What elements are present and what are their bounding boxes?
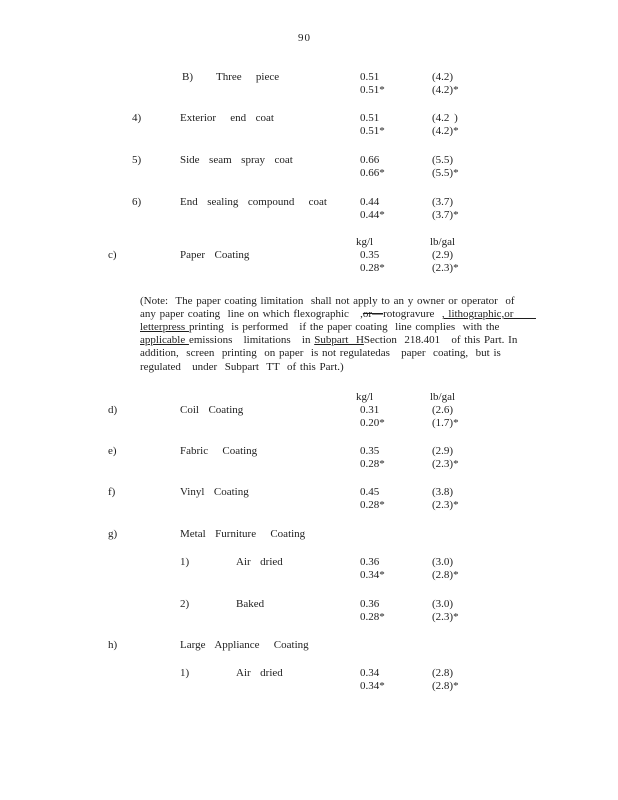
units-header-kg-l: kg/l — [356, 391, 374, 403]
value-kg-l: 0.45 — [360, 486, 380, 498]
value-lb-gal-starred: (2.3)* — [432, 611, 459, 623]
note-text: Section 218.401 of this Part. In — [363, 334, 518, 347]
value-lb-gal: (5.5) — [432, 154, 454, 166]
value-lb-gal: (3.0) — [432, 556, 454, 568]
value-kg-l: 0.66 — [360, 154, 380, 166]
value-kg-l-starred: 0.34* — [360, 680, 385, 692]
value-kg-l: 0.35 — [360, 249, 380, 261]
value-kg-l-starred: 0.51* — [360, 125, 385, 137]
item-text: Coil Coating — [180, 404, 244, 416]
table-row — [0, 196, 618, 223]
note-text: (Note: The paper coating limitation shall not apply to an y owner or operator of — [140, 295, 515, 307]
table-row — [0, 639, 618, 666]
units-header-lb-gal: lb/gal — [430, 236, 456, 248]
value-kg-l: 0.44 — [360, 196, 380, 208]
value-lb-gal-starred: (3.7)* — [432, 209, 459, 221]
table-row — [0, 556, 618, 583]
item-label: 2) — [180, 598, 190, 610]
note-text: printing is performed if the paper coating line complies with the — [188, 321, 500, 334]
note-text: addition, screen printing on paper is not regulatedas paper coating, but is — [140, 347, 501, 360]
item-text: Fabric Coating — [180, 445, 258, 457]
note-text: rotogravure — [383, 308, 442, 321]
note-struck-text: or— — [362, 308, 384, 321]
value-lb-gal-starred: (1.7)* — [432, 417, 459, 429]
item-label: 1) — [180, 556, 190, 568]
value-kg-l-starred: 0.20* — [360, 417, 385, 429]
value-lb-gal-starred: (2.3)* — [432, 499, 459, 511]
note-text: emissions limitations in — [188, 334, 315, 347]
note-underlined-text: Subpart H — [314, 334, 364, 347]
item-label: 6) — [132, 196, 142, 208]
value-kg-l: 0.36 — [360, 556, 380, 568]
item-label: 1) — [180, 667, 190, 679]
value-lb-gal-starred: (2.8)* — [432, 680, 459, 692]
note-line — [140, 321, 499, 333]
value-lb-gal: (2.8) — [432, 667, 454, 679]
table-row — [0, 154, 618, 181]
value-lb-gal-starred: (4.2)* — [432, 84, 459, 96]
value-kg-l-starred: 0.28* — [360, 499, 385, 511]
table-row — [0, 667, 618, 694]
value-lb-gal: (3.7) — [432, 196, 454, 208]
note-line — [140, 347, 501, 359]
item-label: h) — [108, 639, 118, 651]
item-text: Three piece — [216, 71, 280, 83]
item-label: d) — [108, 404, 118, 416]
table-row — [0, 445, 618, 472]
table-row — [0, 71, 618, 98]
table-row — [0, 249, 618, 276]
value-lb-gal-starred: (2.8)* — [432, 569, 459, 581]
value-kg-l-starred: 0.66* — [360, 167, 385, 179]
item-label: B) — [182, 71, 193, 83]
value-lb-gal-starred: (2.3)* — [432, 262, 459, 274]
note-underlined-text: applicable — [140, 334, 189, 347]
item-text: Air dried — [236, 556, 283, 568]
item-label: f) — [108, 486, 116, 498]
item-text: Side seam spray coat — [180, 154, 293, 166]
value-lb-gal-starred: (4.2)* — [432, 125, 459, 137]
value-lb-gal: (3.0) — [432, 598, 454, 610]
item-text: Exterior end coat — [180, 112, 274, 124]
value-lb-gal: (2.9) — [432, 249, 454, 261]
item-label: 4) — [132, 112, 142, 124]
table-row — [0, 486, 618, 513]
note-line — [140, 361, 344, 373]
item-text: Paper Coating — [180, 249, 250, 261]
units-header-lb-gal: lb/gal — [430, 391, 456, 403]
item-label: c) — [108, 249, 117, 261]
value-lb-gal-starred: (5.5)* — [432, 167, 459, 179]
page-number: 90 — [298, 32, 311, 44]
value-kg-l-starred: 0.44* — [360, 209, 385, 221]
value-kg-l-starred: 0.34* — [360, 569, 385, 581]
value-kg-l: 0.34 — [360, 667, 380, 679]
item-label: e) — [108, 445, 117, 457]
value-kg-l-starred: 0.28* — [360, 262, 385, 274]
item-text: Metal Furniture Coating — [180, 528, 306, 540]
item-label: 5) — [132, 154, 142, 166]
item-label: g) — [108, 528, 118, 540]
units-header-kg-l: kg/l — [356, 236, 374, 248]
table-row — [0, 404, 618, 431]
value-kg-l: 0.36 — [360, 598, 380, 610]
value-lb-gal: (2.9) — [432, 445, 454, 457]
table-row — [0, 112, 618, 139]
value-lb-gal: (4.2) — [432, 71, 454, 83]
item-text: End sealing compound coat — [180, 196, 327, 208]
note-underlined-text: letterpress — [140, 321, 189, 334]
note-line — [140, 308, 536, 320]
value-kg-l-starred: 0.51* — [360, 84, 385, 96]
value-kg-l: 0.31 — [360, 404, 380, 416]
value-lb-gal: (4.2 ) — [432, 112, 458, 124]
item-text: Baked — [236, 598, 265, 610]
item-text: Large Appliance Coating — [180, 639, 309, 651]
item-text: Vinyl Coating — [180, 486, 249, 498]
table-row — [0, 528, 618, 555]
note-underlined-text: , lithographic,or — [441, 308, 536, 321]
note-text: regulated under Subpart TT of this Part.) — [140, 360, 344, 373]
value-kg-l: 0.51 — [360, 71, 380, 83]
note-line — [140, 334, 517, 346]
value-kg-l-starred: 0.28* — [360, 458, 385, 470]
value-lb-gal: (2.6) — [432, 404, 454, 416]
value-lb-gal-starred: (2.3)* — [432, 458, 459, 470]
value-kg-l-starred: 0.28* — [360, 611, 385, 623]
item-text: Air dried — [236, 667, 283, 679]
note-line — [140, 295, 515, 307]
table-row — [0, 598, 618, 625]
note-text: any paper coating line on which flexographic , — [140, 308, 363, 321]
value-lb-gal: (3.8) — [432, 486, 454, 498]
value-kg-l: 0.35 — [360, 445, 380, 457]
value-kg-l: 0.51 — [360, 112, 380, 124]
